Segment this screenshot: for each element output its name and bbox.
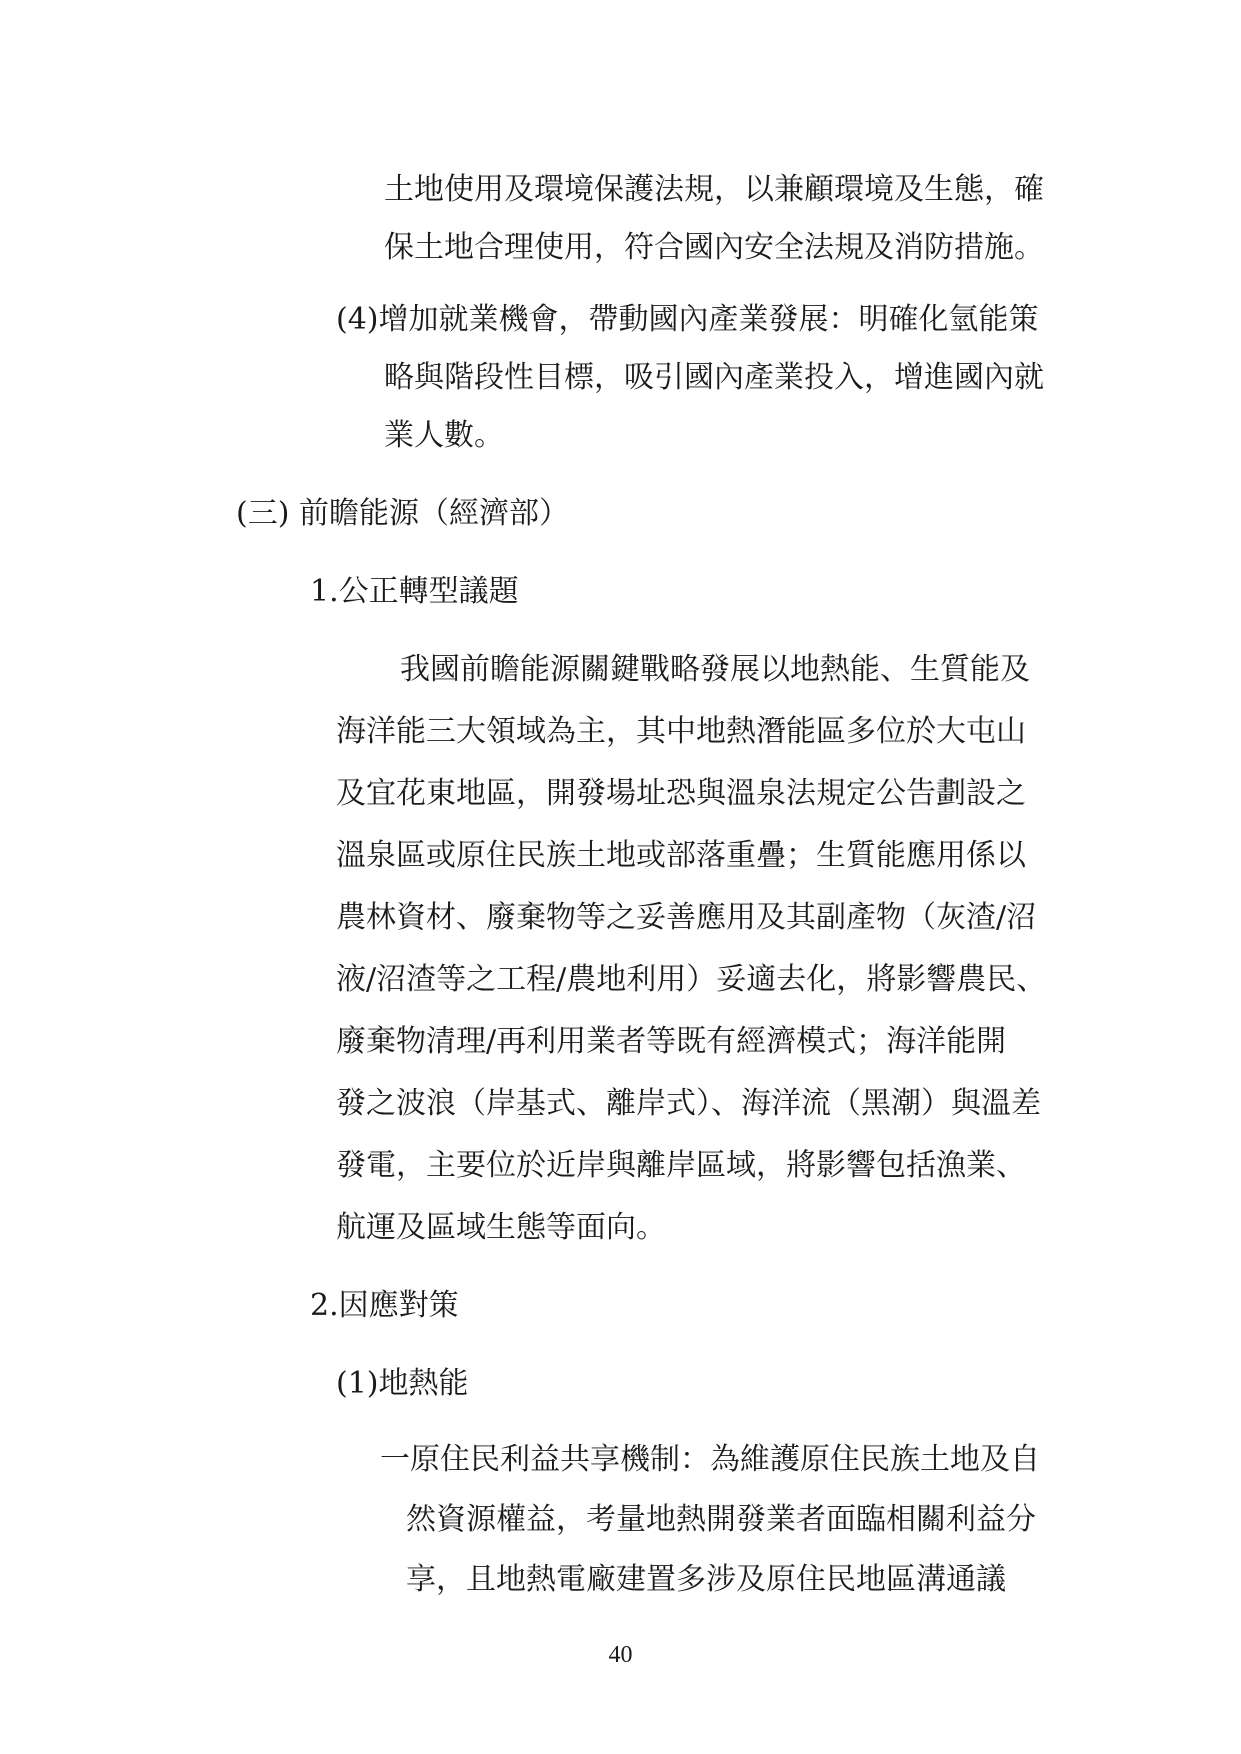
- paragraph-line: 然資源權益，考量地熱開發業者面臨相關利益分: [406, 1502, 1036, 1537]
- paragraph-line: 廢棄物清理/再利用業者等既有經濟模式；海洋能開: [336, 1024, 1007, 1059]
- paragraph-line: 液/沼渣等之工程/農地利用）妥適去化，將影響農民、: [336, 962, 1047, 997]
- paragraph-line: 略與階段性目標，吸引國內產業投入，增進國內就: [384, 360, 1044, 395]
- paragraph-line: 海洋能三大領域為主，其中地熱潛能區多位於大屯山: [336, 714, 1026, 749]
- paragraph-line: 我國前瞻能源關鍵戰略發展以地熱能、生質能及: [400, 652, 1030, 687]
- paragraph-line: 發之波浪（岸基式、離岸式）、海洋流（黑潮）與溫差: [336, 1086, 1041, 1121]
- paragraph-line: 溫泉區或原住民族土地或部落重疊；生質能應用係以: [336, 838, 1026, 873]
- paragraph-line: 及宜花東地區，開發場址恐與溫泉法規定公告劃設之: [336, 776, 1026, 811]
- paragraph-line: 農林資材、廢棄物等之妥善應用及其副產物（灰渣/沼: [336, 900, 1037, 935]
- bullet-line: 一原住民利益共享機制：為維護原住民族土地及自: [380, 1442, 1040, 1477]
- paragraph-line: 保土地合理使用，符合國內安全法規及消防措施。: [384, 230, 1044, 265]
- page-number: 40: [608, 1642, 633, 1668]
- list-item-4: (4)增加就業機會，帶動國內產業發展：明確化氫能策: [336, 302, 1039, 337]
- section-heading: (三) 前瞻能源（經濟部）: [236, 496, 569, 531]
- paragraph-line: 航運及區域生態等面向。: [336, 1210, 666, 1245]
- paragraph-line: 土地使用及環境保護法規，以兼顧環境及生態，確: [384, 172, 1044, 207]
- paragraph-line: 業人數。: [384, 418, 504, 453]
- paragraph-line: 發電，主要位於近岸與離岸區域，將影響包括漁業、: [336, 1148, 1026, 1183]
- list-item-1: (1)地熱能: [336, 1366, 469, 1401]
- paragraph-line: 享，且地熱電廠建置多涉及原住民地區溝通議: [406, 1562, 1006, 1597]
- subsection-heading-1: 1.公正轉型議題: [310, 574, 519, 609]
- subsection-heading-2: 2.因應對策: [310, 1288, 459, 1323]
